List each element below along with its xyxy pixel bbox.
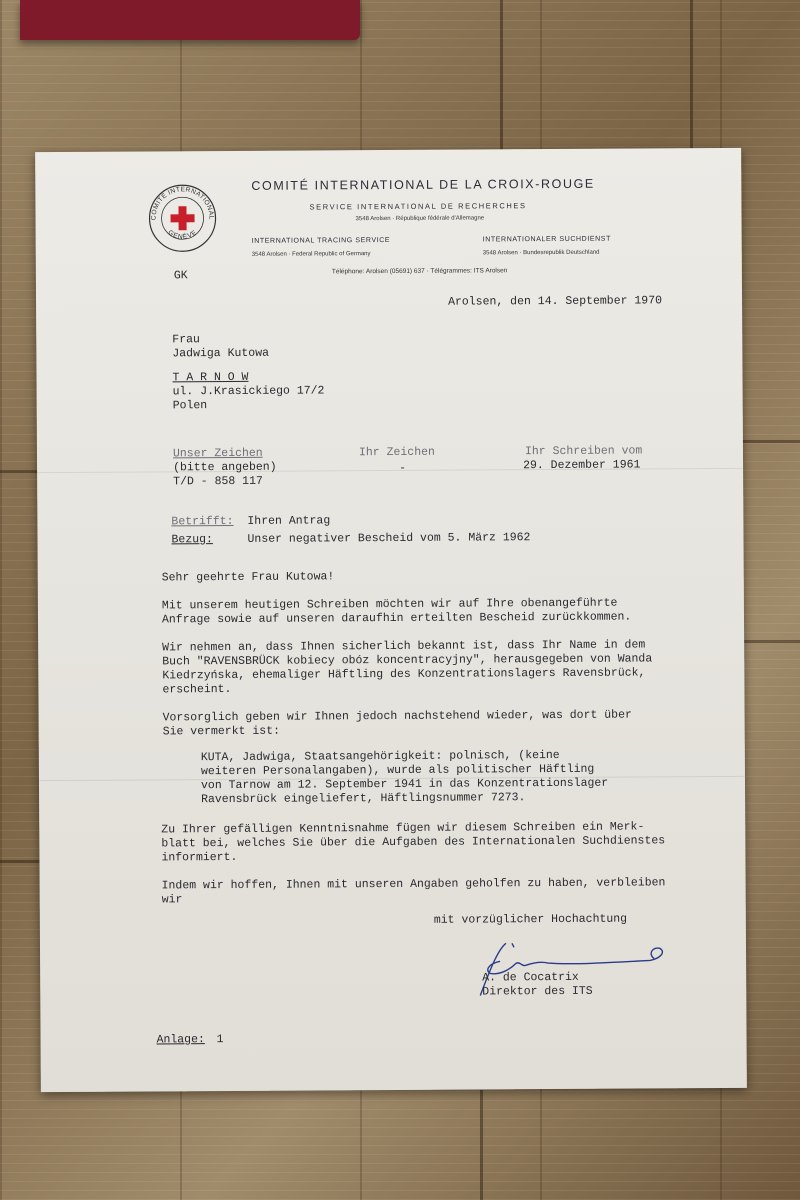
red-cross-icon xyxy=(170,206,194,230)
logo-top-text: COMITÉ INTERNATIONAL xyxy=(150,186,215,221)
phone-line: Téléphone: Arolsen (05691) 637 · Télégrammes: ITS Arolsen xyxy=(331,267,508,276)
ref-ours-label: Unser Zeichen xyxy=(172,446,263,461)
paragraph-1-line: Anfrage sowie auf unseren daraufhin erteilten Bescheid zurückkommen. xyxy=(161,610,632,627)
ref-yours-value: - xyxy=(399,461,407,475)
closing: mit vorzüglicher Hochachtung xyxy=(433,912,628,927)
subject-label: Betrifft: xyxy=(171,514,234,529)
paragraph-1-line: Mit unserem heutigen Schreiben möchten wir auf Ihre obenangeführte xyxy=(161,596,618,613)
org-subtitle: SERVICE INTERNATIONAL DE RECHERCHES xyxy=(309,201,527,212)
org-title: COMITÉ INTERNATIONAL DE LA CROIX-ROUGE xyxy=(251,176,595,193)
paragraph-5-line: Indem wir hoffen, Ihnen mit unseren Angaben geholfen zu haben, verbleiben xyxy=(161,876,666,893)
signer-title: Direktor des ITS xyxy=(482,984,593,999)
paragraph-2-line: Buch "RAVENSBRÜCK kobiecy obóz koncentracyjny", herausgegeben von Wanda xyxy=(162,652,653,669)
red-book-corner xyxy=(20,0,360,40)
ref-letter-value: 29. Dezember 1961 xyxy=(523,458,641,473)
recipient-line: Frau xyxy=(172,333,200,347)
quote-line: weiteren Personalangaben), wurde als politischer Häftling xyxy=(200,762,595,779)
floor-seam xyxy=(740,640,800,643)
icrc-logo xyxy=(147,183,217,253)
quote-line: Ravensbrück eingeliefert, Häftlingsnummer 7273. xyxy=(201,791,526,807)
svg-text:GENÈVE xyxy=(167,229,199,241)
subject-value: Ihren Antrag xyxy=(247,514,331,528)
enclosure-label: Anlage: xyxy=(156,1033,205,1047)
floor-seam xyxy=(690,0,693,150)
recipient-street: ul. J.Krasickiego 17/2 xyxy=(172,384,325,399)
initials: GK xyxy=(173,269,188,283)
letter-page xyxy=(35,148,747,1092)
its-address: 3548 Arolsen · Federal Republic of Germany xyxy=(251,251,371,258)
ref-ours-value: T/D - 858 117 xyxy=(173,474,263,489)
reference-label: Bezug: xyxy=(171,533,213,547)
paragraph-4-line: informiert. xyxy=(161,850,238,865)
floor-seam xyxy=(480,1090,483,1200)
paragraph-5-line: wir xyxy=(161,893,183,907)
ref-yours-label: Ihr Zeichen xyxy=(358,445,435,460)
enclosure-value: 1 xyxy=(216,1033,224,1047)
recipient-country: Polen xyxy=(172,399,208,413)
paragraph-2-line: Wir nehmen an, dass Ihnen sicherlich bekannt ist, dass Ihr Name in dem xyxy=(162,638,646,655)
isd-address: 3548 Arolsen · Bundesrepublik Deutschland xyxy=(482,249,600,257)
ref-letter-label: Ihr Schreiben vom xyxy=(524,444,643,459)
floor-seam xyxy=(740,440,800,443)
ref-ours-hint: (bitte angeben) xyxy=(173,460,277,475)
place-date: Arolsen, den 14. September 1970 xyxy=(448,294,663,309)
floor-seam xyxy=(500,0,503,150)
paragraph-2-line: erscheint. xyxy=(162,682,232,697)
paragraph-4-line: blatt bei, welches Sie über die Aufgaben des Internationalen Suchdienstes xyxy=(161,834,666,851)
signer-name: A. de Cocatrix xyxy=(482,970,579,985)
salutation: Sehr geehrte Frau Kutowa! xyxy=(161,570,335,585)
paragraph-3-line: Vorsorglich geben wir Ihnen jedoch nachstehend wieder, was dort über xyxy=(162,708,632,725)
recipient-line: Jadwiga Kutowa xyxy=(172,346,270,361)
quote-line: von Tarnow am 12. September 1941 in das Konzentrationslager xyxy=(200,776,609,793)
paragraph-2-line: Kiedrzyńska, ehemaliger Häftling des Konzentrationslagers Ravensbrück, xyxy=(162,666,646,683)
paragraph-4-line: Zu Ihrer gefälligen Kenntnisnahme fügen wir diesem Schreiben ein Merk- xyxy=(161,820,645,837)
paragraph-3-line: Sie vermerkt ist: xyxy=(162,724,281,739)
logo-bottom-text: GENÈVE xyxy=(166,228,199,241)
org-address-fr: 3548 Arolsen · République fédérale d'Allemagne xyxy=(355,215,485,223)
reference-value: Unser negativer Bescheid vom 5. März 1962 xyxy=(247,531,531,546)
recipient-city: T A R N O W xyxy=(172,370,249,385)
its-title: INTERNATIONAL TRACING SERVICE xyxy=(251,236,391,245)
quote-line: KUTA, Jadwiga, Staatsangehörigkeit: polnisch, (keine xyxy=(200,748,560,765)
isd-title: INTERNATIONALER SUCHDIENST xyxy=(482,235,611,244)
